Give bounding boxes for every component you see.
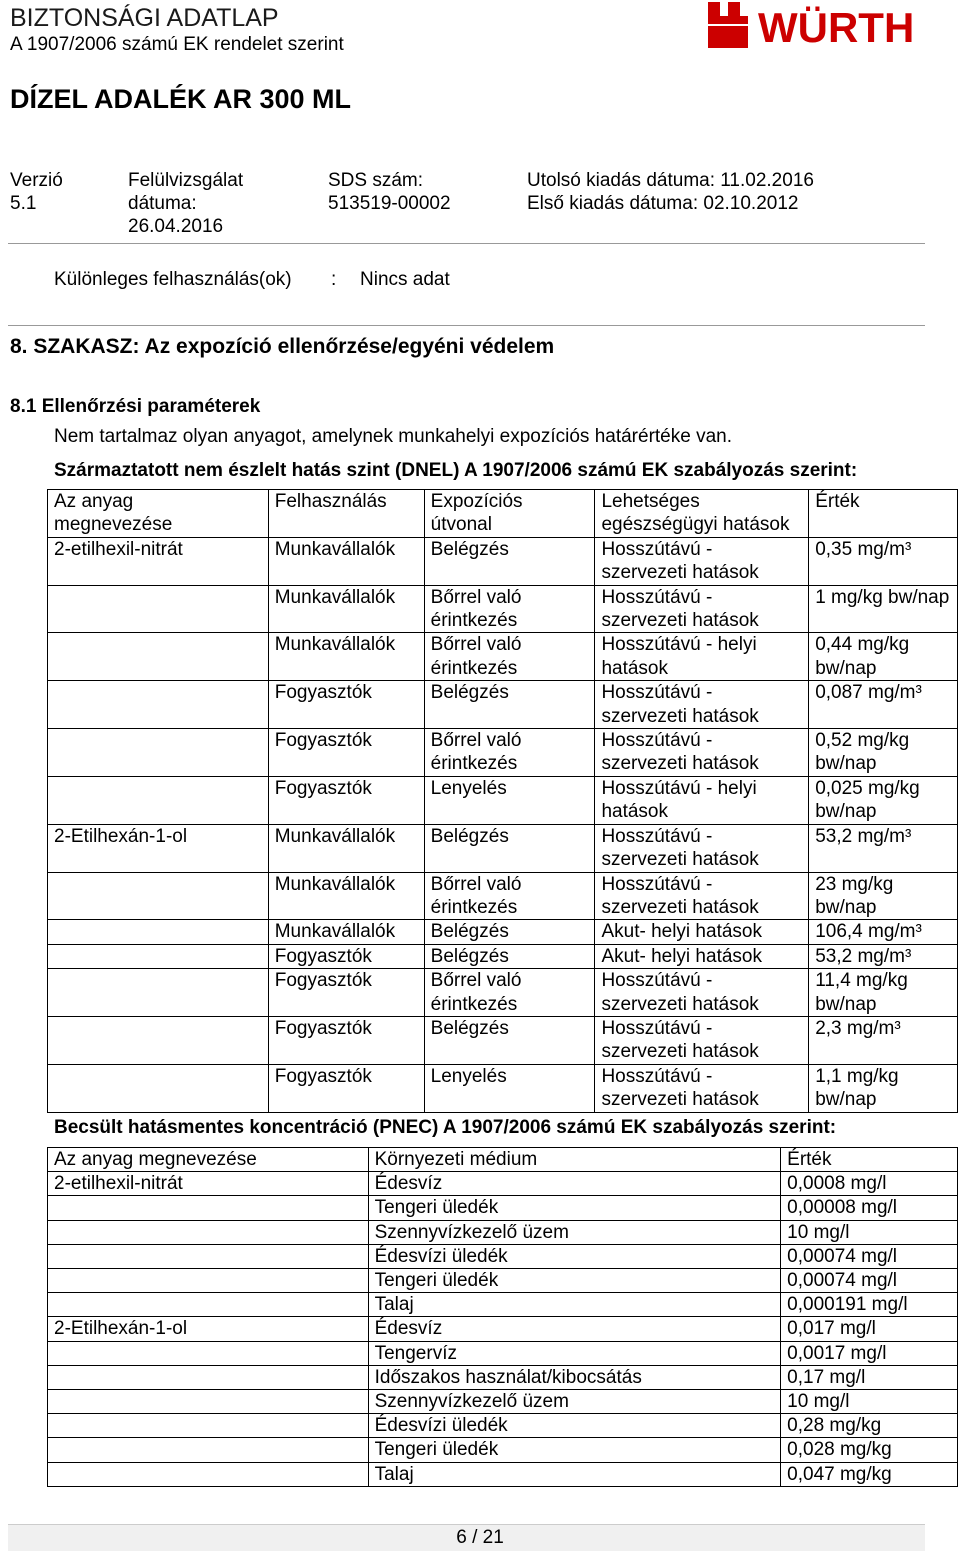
dnel-cell: Hosszútávú - szervezeti hatások xyxy=(595,969,809,1017)
dnel-cell: Akut- helyi hatások xyxy=(595,944,809,968)
document-title: BIZTONSÁGI ADATLAP xyxy=(10,4,279,32)
dnel-cell: 2-etilhexil-nitrát xyxy=(48,537,269,585)
dnel-cell: 0,025 mg/kg bw/nap xyxy=(809,776,958,824)
pnec-cell: 0,047 mg/kg xyxy=(781,1462,958,1486)
dnel-table-row xyxy=(48,872,958,920)
section-8-title: 8. SZAKASZ: Az expozíció ellenőrzése/egyéni védelem xyxy=(10,335,555,358)
pnec-table-row xyxy=(48,1414,958,1438)
dnel-cell: 53,2 mg/m³ xyxy=(809,944,958,968)
dnel-table-row xyxy=(48,729,958,777)
dnel-table-row xyxy=(48,944,958,968)
dnel-cell: Bőrrel való érintkezés xyxy=(424,633,595,681)
dnel-cell: Hosszútávú - szervezeti hatások xyxy=(595,1064,809,1112)
pnec-cell: Talaj xyxy=(368,1293,781,1317)
dnel-cell xyxy=(48,1016,269,1064)
dnel-cell: Fogyasztók xyxy=(268,681,424,729)
pnec-header-cell: Környezeti médium xyxy=(368,1148,781,1172)
pnec-table-row xyxy=(48,1438,958,1462)
pnec-table-row xyxy=(48,1365,958,1389)
dnel-cell: Belégzés xyxy=(424,537,595,585)
dnel-header-cell: Érték xyxy=(809,490,958,538)
pnec-cell: 0,00008 mg/l xyxy=(781,1196,958,1220)
pnec-cell xyxy=(48,1462,369,1486)
pnec-cell: 10 mg/l xyxy=(781,1390,958,1414)
pnec-header-cell: Érték xyxy=(781,1148,958,1172)
issue-dates-block: Utolsó kiadás dátuma: 11.02.2016 Első kiadás dátuma: 02.10.2012 xyxy=(527,170,814,214)
logo-text: WÜRTH xyxy=(758,4,915,48)
dnel-table-row xyxy=(48,585,958,633)
dnel-title: Származtatott nem észlelt hatás szint (DNEL) A 1907/2006 számú EK szabályozás szerint: xyxy=(54,460,858,481)
pnec-cell: Édesvízi üledék xyxy=(368,1414,781,1438)
dnel-table-row xyxy=(48,824,958,872)
dnel-cell: 0,44 mg/kg bw/nap xyxy=(809,633,958,681)
dnel-cell: Fogyasztók xyxy=(268,729,424,777)
dnel-cell: Munkavállalók xyxy=(268,920,424,944)
section-divider xyxy=(8,325,925,326)
dnel-header-cell: Expozíciós útvonal xyxy=(424,490,595,538)
dnel-cell: Hosszútávú - helyi hatások xyxy=(595,776,809,824)
product-name: DÍZEL ADALÉK AR 300 ML xyxy=(10,84,352,114)
pnec-cell: Szennyvízkezelő üzem xyxy=(368,1390,781,1414)
pnec-table-row xyxy=(48,1244,958,1268)
dnel-cell: Fogyasztók xyxy=(268,969,424,1017)
pnec-cell: Tengeri üledék xyxy=(368,1269,781,1293)
pnec-cell: 0,0008 mg/l xyxy=(781,1172,958,1196)
pnec-cell xyxy=(48,1390,369,1414)
dnel-table-row xyxy=(48,969,958,1017)
dnel-cell: Belégzés xyxy=(424,920,595,944)
version-block: Verzió 5.1 xyxy=(10,170,63,214)
pnec-cell: 0,000191 mg/l xyxy=(781,1293,958,1317)
dnel-cell xyxy=(48,585,269,633)
pnec-cell xyxy=(48,1220,369,1244)
dnel-cell: 1,1 mg/kg bw/nap xyxy=(809,1064,958,1112)
special-use-value: Nincs adat xyxy=(360,269,450,290)
pnec-cell: 0,0017 mg/l xyxy=(781,1341,958,1365)
pnec-cell xyxy=(48,1438,369,1462)
dnel-cell: Akut- helyi hatások xyxy=(595,920,809,944)
dnel-header-cell: Az anyag megnevezése xyxy=(48,490,269,538)
dnel-cell: Hosszútávú - helyi hatások xyxy=(595,633,809,681)
dnel-cell: Belégzés xyxy=(424,944,595,968)
dnel-cell: Hosszútávú - szervezeti hatások xyxy=(595,681,809,729)
sds-block: SDS szám: 513519-00002 xyxy=(328,170,451,214)
pnec-table-row xyxy=(48,1196,958,1220)
dnel-cell: 2-Etilhexán-1-ol xyxy=(48,824,269,872)
pnec-cell xyxy=(48,1196,369,1220)
pnec-cell xyxy=(48,1341,369,1365)
pnec-table-row xyxy=(48,1269,958,1293)
dnel-table-row xyxy=(48,1016,958,1064)
pnec-table-row xyxy=(48,1220,958,1244)
dnel-cell: Munkavállalók xyxy=(268,872,424,920)
dnel-cell: 2,3 mg/m³ xyxy=(809,1016,958,1064)
dnel-cell: Munkavállalók xyxy=(268,537,424,585)
dnel-cell: Munkavállalók xyxy=(268,585,424,633)
dnel-cell: Hosszútávú - szervezeti hatások xyxy=(595,729,809,777)
pnec-cell: Tengeri üledék xyxy=(368,1196,781,1220)
dnel-cell: Bőrrel való érintkezés xyxy=(424,872,595,920)
dnel-table-row xyxy=(48,681,958,729)
pnec-cell xyxy=(48,1365,369,1389)
dnel-cell: Hosszútávú - szervezeti hatások xyxy=(595,585,809,633)
pnec-cell: 0,00074 mg/l xyxy=(781,1244,958,1268)
pnec-cell: Időszakos használat/kibocsátás xyxy=(368,1365,781,1389)
pnec-table-row xyxy=(48,1317,958,1341)
pnec-cell: 0,028 mg/kg xyxy=(781,1438,958,1462)
pnec-cell: Szennyvízkezelő üzem xyxy=(368,1220,781,1244)
dnel-cell: 106,4 mg/m³ xyxy=(809,920,958,944)
dnel-cell: 53,2 mg/m³ xyxy=(809,824,958,872)
document-subtitle: A 1907/2006 számú EK rendelet szerint xyxy=(10,34,344,55)
pnec-table-row xyxy=(48,1172,958,1196)
pnec-table-row xyxy=(48,1293,958,1317)
dnel-cell: Belégzés xyxy=(424,1016,595,1064)
dnel-cell: 0,52 mg/kg bw/nap xyxy=(809,729,958,777)
pnec-cell: Talaj xyxy=(368,1462,781,1486)
dnel-cell: Hosszútávú - szervezeti hatások xyxy=(595,824,809,872)
dnel-cell: Bőrrel való érintkezés xyxy=(424,969,595,1017)
section-8-1-title: 8.1 Ellenőrzési paraméterek xyxy=(10,396,261,417)
dnel-cell: 11,4 mg/kg bw/nap xyxy=(809,969,958,1017)
pnec-cell: 0,00074 mg/l xyxy=(781,1269,958,1293)
pnec-cell xyxy=(48,1269,369,1293)
dnel-table xyxy=(47,489,958,1113)
pnec-cell xyxy=(48,1244,369,1268)
dnel-cell xyxy=(48,681,269,729)
review-block: Felülvizsgálat dátuma: 26.04.2016 xyxy=(128,170,244,237)
dnel-header-cell: Lehetséges egészségügyi hatások xyxy=(595,490,809,538)
dnel-cell: Fogyasztók xyxy=(268,1016,424,1064)
dnel-header-row xyxy=(48,490,958,538)
dnel-cell: Fogyasztók xyxy=(268,1064,424,1112)
dnel-cell: 0,087 mg/m³ xyxy=(809,681,958,729)
dnel-cell xyxy=(48,944,269,968)
dnel-cell: Munkavállalók xyxy=(268,633,424,681)
pnec-cell: Tengervíz xyxy=(368,1341,781,1365)
special-use-sep: : xyxy=(331,269,337,290)
dnel-cell: Hosszútávú - szervezeti hatások xyxy=(595,1016,809,1064)
pnec-cell: 0,28 mg/kg xyxy=(781,1414,958,1438)
dnel-cell: Belégzés xyxy=(424,824,595,872)
dnel-cell xyxy=(48,776,269,824)
dnel-cell xyxy=(48,1064,269,1112)
pnec-cell: Édesvíz xyxy=(368,1317,781,1341)
pnec-cell: 10 mg/l xyxy=(781,1220,958,1244)
wurth-logo xyxy=(708,2,923,48)
pnec-cell: Édesvízi üledék xyxy=(368,1244,781,1268)
pnec-cell: Tengeri üledék xyxy=(368,1438,781,1462)
pnec-table-row xyxy=(48,1462,958,1486)
dnel-table-row xyxy=(48,633,958,681)
dnel-cell xyxy=(48,969,269,1017)
dnel-cell: Munkavállalók xyxy=(268,824,424,872)
pnec-title: Becsült hatásmentes koncentráció (PNEC) A 1907/2006 számú EK szabályozás szerint: xyxy=(54,1117,837,1138)
pnec-cell: 0,017 mg/l xyxy=(781,1317,958,1341)
dnel-cell xyxy=(48,729,269,777)
dnel-cell: Hosszútávú - szervezeti hatások xyxy=(595,537,809,585)
pnec-cell xyxy=(48,1414,369,1438)
pnec-table-row xyxy=(48,1341,958,1365)
dnel-table-row xyxy=(48,920,958,944)
dnel-cell: Lenyelés xyxy=(424,776,595,824)
pnec-cell: 2-Etilhexán-1-ol xyxy=(48,1317,369,1341)
pnec-cell: 0,17 mg/l xyxy=(781,1365,958,1389)
dnel-table-row xyxy=(48,776,958,824)
dnel-cell: Lenyelés xyxy=(424,1064,595,1112)
dnel-cell: Bőrrel való érintkezés xyxy=(424,729,595,777)
special-use-label: Különleges felhasználás(ok) xyxy=(54,269,292,290)
pnec-cell xyxy=(48,1293,369,1317)
pnec-header-cell: Az anyag megnevezése xyxy=(48,1148,369,1172)
dnel-cell: Fogyasztók xyxy=(268,776,424,824)
dnel-cell: 1 mg/kg bw/nap xyxy=(809,585,958,633)
dnel-cell: Hosszútávú - szervezeti hatások xyxy=(595,872,809,920)
pnec-cell: 2-etilhexil-nitrát xyxy=(48,1172,369,1196)
oel-note: Nem tartalmaz olyan anyagot, amelynek munkahelyi expozíciós határértéke van. xyxy=(54,426,733,447)
dnel-cell: Fogyasztók xyxy=(268,944,424,968)
dnel-cell xyxy=(48,872,269,920)
dnel-table-row xyxy=(48,537,958,585)
dnel-cell: Bőrrel való érintkezés xyxy=(424,585,595,633)
dnel-cell xyxy=(48,633,269,681)
pnec-table-row xyxy=(48,1390,958,1414)
dnel-header-cell: Felhasználás xyxy=(268,490,424,538)
dnel-cell: 0,35 mg/m³ xyxy=(809,537,958,585)
page-number: 6 / 21 xyxy=(456,1527,504,1548)
pnec-table xyxy=(47,1147,958,1487)
header-divider xyxy=(8,243,925,244)
dnel-table-row xyxy=(48,1064,958,1112)
dnel-cell: 23 mg/kg bw/nap xyxy=(809,872,958,920)
dnel-cell xyxy=(48,920,269,944)
pnec-cell: Édesvíz xyxy=(368,1172,781,1196)
wurth-logo-mark xyxy=(708,2,748,48)
dnel-cell: Belégzés xyxy=(424,681,595,729)
pnec-header-row xyxy=(48,1148,958,1172)
